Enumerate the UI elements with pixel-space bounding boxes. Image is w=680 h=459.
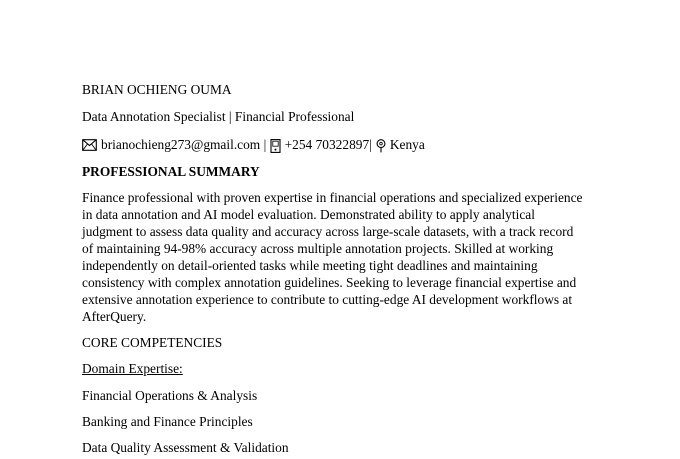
contact-phone: +254 70322897 (284, 137, 370, 152)
location-pin-icon (376, 139, 386, 151)
subheading-domain-expertise: Domain Expertise: (82, 361, 183, 376)
candidate-title: Data Annotation Specialist | Financial Professional (82, 109, 355, 124)
summary-line: judgment to assess data quality and accuracy across large-scale datasets, with a track record (82, 224, 574, 239)
envelope-icon (82, 139, 97, 151)
section-heading-summary: PROFESSIONAL SUMMARY (82, 164, 260, 179)
summary-line: independently on detail-oriented tasks while meeting tight deadlines and maintaining (82, 258, 538, 273)
phone-icon (270, 139, 281, 151)
summary-line: consistency with complex annotation guidelines. Seeking to leverage financial expertise and (82, 275, 577, 290)
competency-item: Data Quality Assessment & Validation (82, 440, 289, 455)
candidate-name: BRIAN OCHIENG OUMA (82, 82, 232, 97)
summary-line: Finance professional with proven expertise in financial operations and specialized experience (82, 190, 583, 205)
contact-separator: | (369, 137, 372, 152)
section-heading-competencies: CORE COMPETENCIES (82, 335, 223, 350)
summary-line: extensive annotation experience to contribute to cutting-edge AI development workflows at (82, 292, 573, 307)
contact-location: Kenya (389, 137, 425, 152)
contact-line (82, 137, 425, 153)
competency-item: Financial Operations & Analysis (82, 388, 258, 403)
summary-line: of maintaining 94-98% accuracy across multiple annotation projects. Skilled at working (82, 241, 554, 256)
contact-email: brianochieng273@gmail.com (101, 137, 261, 152)
contact-separator: | (260, 137, 270, 152)
competency-item: Banking and Finance Principles (82, 414, 253, 429)
summary-line: in data annotation and AI model evaluation. Demonstrated ability to apply analytical (82, 207, 535, 222)
summary-line: AfterQuery. (82, 309, 147, 324)
summary-paragraph (82, 189, 602, 325)
